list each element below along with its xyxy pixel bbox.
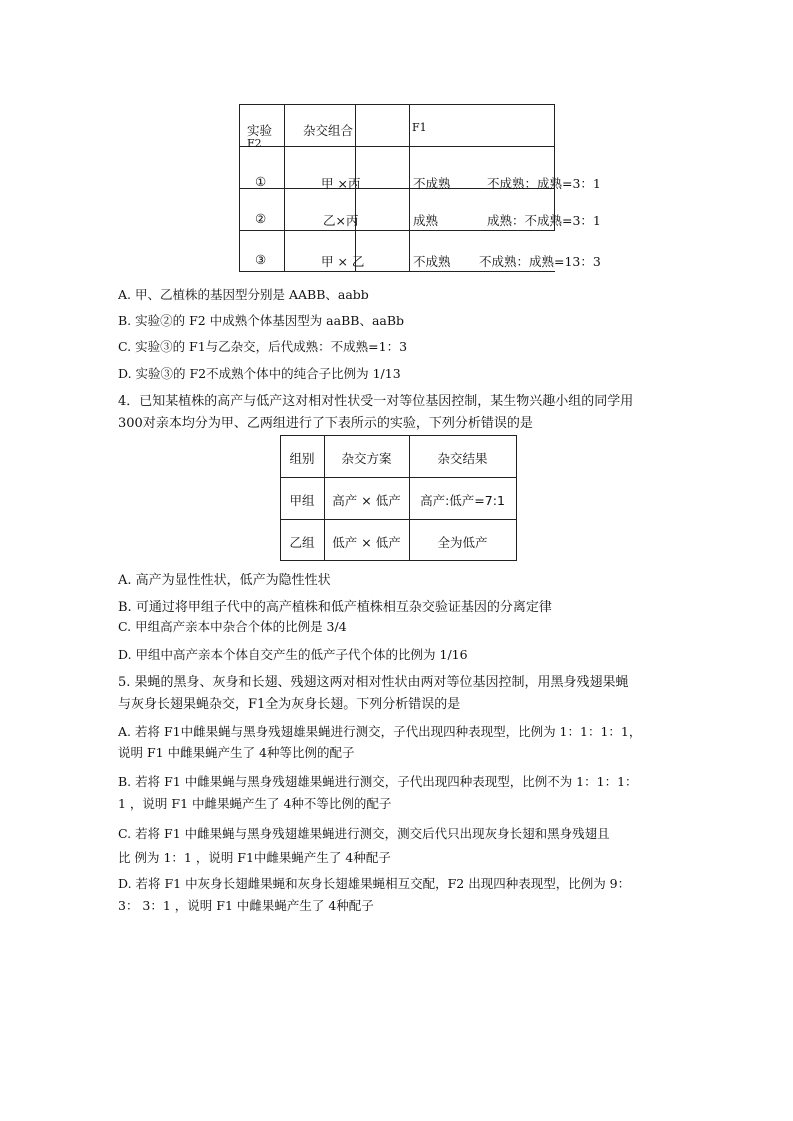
table-border (239, 104, 555, 105)
row-cross: 乙×丙 (323, 213, 359, 228)
header-plan: 杂交方案 (341, 451, 392, 466)
q4-option-a: A. 高产为显性性状，低产为隐性性状 (118, 573, 331, 588)
header-cross: 杂交组合 (303, 123, 354, 138)
q5-option-d-line2: 3： 3：1 ，说明 F1 中雌果蝇产生了 4种配子 (118, 898, 374, 913)
q4-option-c: C. 甲组高产亲本中杂合个体的比例是 3/4 (118, 619, 347, 634)
row-id: ② (255, 211, 267, 226)
row-f2: 成熟：不成熟=3：1 (487, 213, 601, 228)
row-plan: 低产 × 低产 (332, 535, 401, 550)
table-border (239, 146, 555, 147)
header-group: 组别 (289, 451, 315, 466)
table-border (239, 104, 240, 272)
table-border (239, 230, 555, 231)
q3-option-a: A. 甲、乙植株的基因型分别是 AABB、aabb (118, 287, 369, 302)
header-result: 杂交结果 (437, 451, 488, 466)
table-border (280, 560, 517, 561)
table-border (280, 477, 517, 478)
row-f1: 不成熟 (413, 254, 451, 269)
row-f2: 不成熟：成熟=13：3 (479, 254, 601, 269)
header-f2: F2 (247, 137, 262, 150)
row-f1: 成熟 (413, 213, 439, 228)
row-group: 甲组 (289, 493, 315, 508)
header-experiment: 实验 (247, 123, 273, 138)
row-result: 全为低产 (437, 535, 488, 550)
experiment-table (239, 104, 601, 272)
header-f1: F1 (412, 121, 427, 134)
q5-option-a-line2: 说明 F1 中雌果蝇产生了 4种等比例的配子 (118, 745, 355, 760)
q5-stem-line2: 与灰身长翅果蝇杂交，F1全为灰身长翅。下列分析错误的是 (118, 697, 461, 712)
q5-option-c-line1: C. 若将 F1 中雌果蝇与黑身残翅雄果蝇进行测交，测交后代只出现灰身长翅和黑身残翅且 (118, 826, 610, 841)
row-group: 乙组 (289, 535, 315, 550)
row-cross: 甲 ×丙 (321, 176, 361, 191)
table-border (239, 271, 555, 272)
q5-option-b-line1: B. 若将 F1 中雌果蝇与黑身残翅雄果蝇进行测交，子代出现四种表现型，比例不为 1：1：1： (118, 774, 638, 789)
q4-option-d: D. 甲组中高产亲本个体自交产生的低产子代个体的比例为 1/16 (118, 647, 468, 662)
group-table (280, 435, 517, 561)
table-border (284, 104, 285, 272)
row-result: 高产:低产=7:1 (420, 493, 505, 508)
q3-option-b: B. 实验②的 F2 中成熟个体基因型为 aaBB、aaBb (118, 313, 405, 328)
q5-option-d-line1: D. 若将 F1 中灰身长翅雌果蝇和灰身长翅雄果蝇相互交配，F2 出现四种表现型，比例为 9： (118, 876, 631, 891)
q5-stem-line1: 5. 果蝇的黑身、灰身和长翅、残翅这两对相对性状由两对等位基因控制，用黑身残翅果蝇 (118, 675, 629, 690)
q4-stem-line2: 300对亲本均分为甲、乙两组进行了下表所示的实验，下列分析错误的是 (118, 416, 533, 431)
table-border (280, 435, 517, 436)
row-plan: 高产 × 低产 (332, 493, 401, 508)
q3-option-d: D. 实验③的 F2不成熟个体中的纯合子比例为 1/13 (118, 366, 401, 381)
q5-option-a-line1: A. 若将 F1中雌果蝇与黑身残翅雄果蝇进行测交，子代出现四种表现型，比例为 1：1：1：1， (118, 724, 642, 739)
q3-option-c: C. 实验③的 F1与乙杂交，后代成熟：不成熟=1：3 (118, 339, 408, 354)
table-border (409, 104, 410, 272)
row-id: ③ (255, 252, 267, 267)
table-border (280, 519, 517, 520)
q4-option-b: B. 可通过将甲组子代中的高产植株和低产植株相互杂交验证基因的分离定律 (118, 600, 552, 615)
row-id: ① (255, 174, 267, 189)
q5-option-c-line2: 比 例为 1：1 ，说明 F1中雌果蝇产生了 4种配子 (118, 850, 391, 865)
table-border (516, 435, 517, 561)
row-f2: 不成熟：成熟=3：1 (487, 176, 601, 191)
q4-stem-line1: 4．已知某植株的高产与低产这对相对性状受一对等位基因控制，某生物兴趣小组的同学用 (118, 394, 634, 409)
row-cross: 甲 × 乙 (321, 254, 365, 269)
row-f1: 不成熟 (413, 176, 451, 191)
q5-option-b-line2: 1 ，说明 F1 中雌果蝇产生了 4种不等比例的配子 (118, 796, 392, 811)
